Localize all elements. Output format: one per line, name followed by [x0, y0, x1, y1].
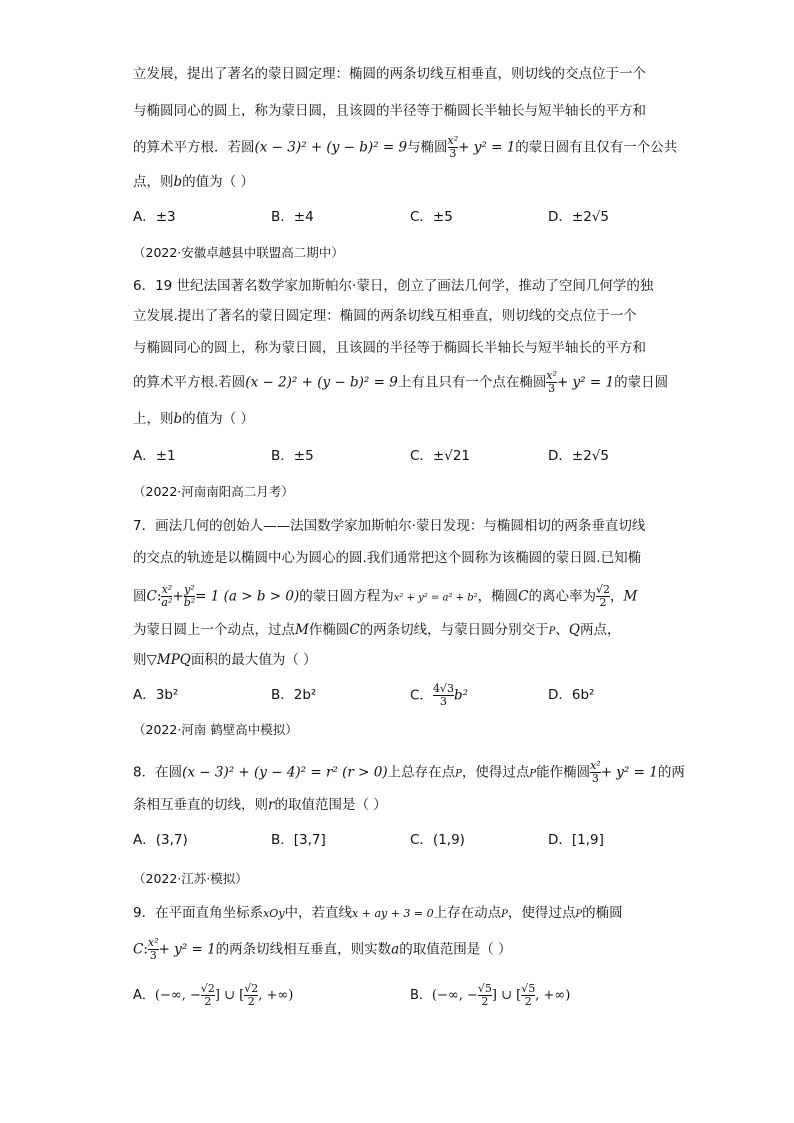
math-ellipse-eq: + y² = 1 — [556, 374, 615, 391]
math-var: M — [623, 588, 638, 605]
math-var: r — [268, 797, 275, 813]
q7-line-2: 的交点的轨迹是以椭圆中心为圆心的圆.我们通常把这个圆称为该椭圆的蒙日圆.已知椭 — [133, 550, 642, 566]
text: 的两 — [657, 764, 685, 781]
q6-option-c[interactable]: C．±√21 — [410, 448, 471, 464]
q6-line-2: 立发展.提出了著名的蒙日圆定理：椭圆的两条切线互相垂直，则切线的交点位于一个 — [133, 308, 637, 324]
math-var: b² — [453, 687, 469, 704]
q8-option-c[interactable]: C．(1,9) — [410, 832, 465, 848]
frac-num: x² — [590, 759, 601, 772]
text: 的值为（ ） — [182, 174, 254, 190]
frac-num: x² — [546, 369, 557, 382]
text: 点，则 — [133, 174, 174, 190]
fraction — [244, 983, 258, 1008]
q8-option-d[interactable]: D．[1,9] — [548, 832, 604, 848]
text: 与椭圆 — [407, 139, 448, 156]
q7-line-5 — [133, 650, 673, 670]
math-var: b — [173, 411, 183, 427]
fraction — [148, 937, 159, 962]
text: ，椭圆 — [477, 588, 519, 605]
q9-line-1 — [133, 903, 673, 925]
frac-num: √2 — [244, 982, 259, 995]
q7-option-d[interactable]: D．6b² — [548, 687, 595, 703]
frac-den: b² — [183, 596, 196, 609]
frac-num: x² — [147, 936, 159, 949]
math-var: C — [349, 622, 360, 638]
frac-den: a² — [161, 596, 173, 609]
text: 面积的最大值为（ ） — [190, 652, 317, 668]
text: 为蒙日圆上一个动点，过点 — [133, 622, 295, 638]
math-var: xOy — [263, 907, 285, 920]
frac-den: 2 — [521, 995, 535, 1008]
math-line-eq: x + ay + 3 = 0 — [352, 907, 434, 920]
fraction — [448, 135, 459, 160]
q9-option-a[interactable] — [133, 983, 293, 1008]
q6-option-a[interactable]: A．±1 — [133, 448, 176, 464]
text: 上存在动点 — [433, 905, 502, 921]
frac-num: x² — [447, 134, 459, 147]
q8-line-2 — [133, 795, 673, 815]
math-var: P — [501, 909, 508, 920]
math-eq: = 1 (a > b > 0) — [195, 588, 300, 605]
math-ellipse-eq: + y² = 1 — [458, 139, 516, 156]
q5-option-c[interactable]: C．±5 — [410, 209, 453, 225]
q7-option-b[interactable]: B．2b² — [271, 687, 317, 703]
frac-den: 2 — [244, 995, 258, 1008]
frac-den: 3 — [548, 382, 556, 395]
text: 的值为（ ） — [182, 411, 254, 427]
frac-num: √5 — [477, 982, 492, 995]
math-var: b — [173, 174, 183, 190]
q5-option-a[interactable]: A．±3 — [133, 209, 176, 225]
fraction — [201, 983, 215, 1008]
q8-source: （2022·河南 鹤壁高中模拟） — [133, 722, 298, 737]
text: ，使得过点 — [507, 905, 576, 921]
text: 两点， — [579, 622, 621, 638]
q8-option-b[interactable]: B．[3,7] — [271, 832, 326, 848]
fraction-y — [184, 584, 195, 609]
q9-line-2: C: $\frac{\text{x²}}{3}$ + y² = 1的两条切线相互垂直，则实数a的取值范围是（ ） — [133, 936, 512, 962]
frac-den: 3 — [433, 695, 454, 708]
q7-option-a[interactable]: A．3b² — [133, 687, 179, 703]
text: 的两条切线，与蒙日圆分别交于 — [359, 622, 549, 638]
text: 的椭圆 — [582, 905, 623, 921]
frac-den: 2 — [478, 995, 492, 1008]
math-var: P — [455, 768, 462, 780]
text: 圆 — [133, 588, 147, 605]
math-var: a — [391, 941, 400, 958]
q6-line-1: 6．19 世纪法国著名数学家加斯帕尔·蒙日，创立了画法几何学，推动了空间几何学的独 — [133, 278, 654, 294]
text: 则 — [133, 652, 147, 668]
math-var: C — [133, 941, 144, 958]
text: 的蒙日圆 — [614, 374, 669, 391]
interval-left: (−∞, − — [431, 988, 478, 1003]
q5-line-3 — [133, 134, 678, 160]
fraction-ecc — [596, 584, 610, 609]
interval-union: ] ∪ [ — [214, 988, 245, 1003]
text: 条相互垂直的切线，则 — [133, 797, 268, 813]
frac-num: x² — [161, 583, 173, 596]
q7-option-c[interactable] — [410, 683, 468, 708]
math-var: C — [146, 588, 157, 605]
frac-den: 3 — [149, 949, 157, 962]
fraction — [546, 370, 557, 395]
q6-line-3: 与椭圆同心的圆上，称为蒙日圆，且该圆的半径等于椭圆长半轴长与短半轴长的平方和 — [133, 340, 646, 356]
frac-num: √2 — [200, 982, 215, 995]
math-ellipse-eq: + y² = 1 — [158, 941, 216, 958]
text: 上有且只有一个点在椭圆 — [397, 374, 547, 391]
math-var: P — [548, 626, 556, 637]
q9-source: （2022·江苏·模拟） — [133, 871, 248, 886]
math-triangle: ▽MPQ — [146, 652, 191, 668]
text: 的算术平方根．若圆 — [133, 139, 255, 156]
text: 能作椭圆 — [536, 764, 591, 781]
q6-option-d[interactable]: D．±2√5 — [548, 448, 609, 464]
option-label: B． — [410, 988, 432, 1003]
frac-num: √2 — [595, 583, 610, 596]
q6-option-b[interactable]: B．±5 — [271, 448, 314, 464]
text: 上总存在点 — [387, 764, 456, 781]
q7-source: （2022·河南南阳高二月考） — [133, 484, 294, 499]
q7-line-1: 7．画法几何的创始人——法国数学家加斯帕尔·蒙日发现：与椭圆相切的两条垂直切线 — [133, 518, 646, 534]
text: 的离心率为 — [528, 588, 596, 605]
frac-num: 4√3 — [432, 682, 454, 695]
math-circle-eq: (x − 3)² + (y − b)² = 9 — [254, 139, 408, 156]
math-var: M — [295, 622, 309, 638]
math-var: P — [529, 768, 537, 780]
text: 8．在圆 — [133, 764, 183, 781]
interval-left: (−∞, − — [154, 988, 201, 1003]
fraction-x — [161, 584, 172, 609]
text: ，使得过点 — [461, 764, 530, 781]
q5-line-2: 与椭圆同心的圆上，称为蒙日圆，且该圆的半径等于椭圆长半轴长与短半轴长的平方和 — [133, 103, 646, 119]
q9-option-b[interactable] — [410, 983, 570, 1008]
q8-line-1 — [133, 759, 685, 785]
option-label: C． — [410, 687, 433, 704]
option-label: A． — [133, 988, 155, 1003]
frac-den: 3 — [449, 147, 457, 160]
q6-line-5 — [133, 409, 673, 429]
q5-option-b[interactable]: B．±4 — [271, 209, 314, 225]
math-mongie-eq: x² + y² = a² + b² — [393, 592, 478, 604]
fraction — [433, 683, 454, 708]
text: 的算术平方根.若圆 — [133, 374, 246, 391]
text: 的蒙日圆有且仅有一个公共 — [515, 139, 678, 156]
math-ellipse-eq: + y² = 1 — [600, 764, 658, 781]
text: 的蒙日圆方程为 — [299, 588, 394, 605]
text: 中，若直线 — [284, 905, 353, 921]
math-var: P — [575, 909, 583, 920]
text: 上，则 — [133, 411, 174, 427]
interval-right: , +∞) — [535, 988, 571, 1003]
fraction — [478, 983, 492, 1008]
frac-den: 2 — [596, 596, 610, 609]
interval-union: ] ∪ [ — [491, 988, 522, 1003]
math-circle-eq: (x − 2)² + (y − b)² = 9 — [245, 374, 398, 391]
math-var: C — [518, 588, 529, 605]
interval-right: , +∞) — [258, 988, 294, 1003]
q5-line-4 — [133, 172, 673, 192]
math-var: Q — [568, 622, 580, 638]
text: 的两条切线相互垂直，则实数 — [215, 941, 392, 958]
frac-den: 2 — [201, 995, 215, 1008]
frac-num: y² — [184, 583, 195, 596]
q6-source: （2022·安徽卓越县中联盟高二期中） — [133, 245, 344, 260]
math-circle-eq: (x − 3)² + (y − 4)² = r² (r > 0) — [182, 764, 388, 781]
text: 的取值范围是（ ） — [274, 797, 387, 813]
q7-line-3: 圆C: $\frac{\text{x²}}{\text{a²}}$ + $\frac{\text{y²}}{\text{b²}}$ = 1 (a > b > 0)的蒙日圆方程为x² + y² = a² + b²，椭圆C的离心率为 $\frac{√2}{2}$ ，M — [133, 583, 638, 609]
fraction — [521, 983, 535, 1008]
q8-option-a[interactable]: A．(3,7) — [133, 832, 188, 848]
fraction — [590, 760, 601, 785]
q7-line-4: 为蒙日圆上一个动点，过点M作椭圆C的两条切线，与蒙日圆分别交于P、Q两点， — [133, 622, 621, 638]
q5-option-d[interactable]: D．±2√5 — [548, 209, 609, 225]
text: 的取值范围是（ ） — [399, 941, 512, 958]
frac-den: 3 — [591, 772, 599, 785]
frac-num: √5 — [521, 982, 536, 995]
text: 9．在平面直角坐标系 — [133, 905, 264, 921]
q6-line-4 — [133, 370, 673, 395]
text: 作椭圆 — [308, 622, 350, 638]
q5-line-1: 立发展，提出了著名的蒙日圆定理：椭圆的两条切线互相垂直，则切线的交点位于一个 — [133, 66, 646, 82]
